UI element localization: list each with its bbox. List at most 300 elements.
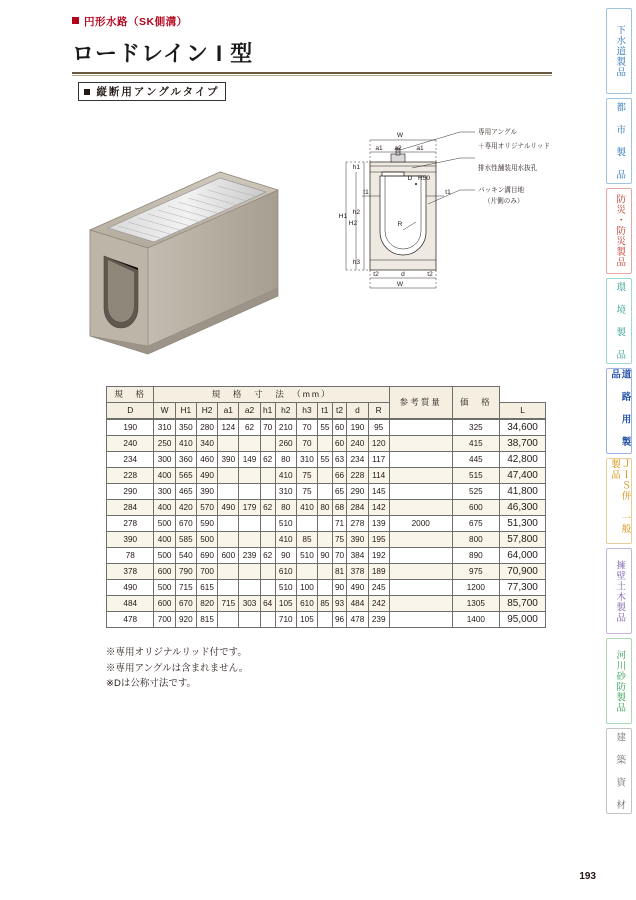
cell-h2: 310: [275, 484, 296, 500]
cell-t1: [318, 484, 333, 500]
cell-t2: 93: [332, 596, 347, 612]
cell-price: 64,000: [500, 548, 546, 564]
cell-H2: 390: [196, 484, 217, 500]
cell-mass: 1200: [452, 580, 499, 596]
cell-t1: [318, 612, 333, 628]
cell-W: 600: [154, 596, 175, 612]
cell-price: 34,600: [500, 420, 546, 436]
cell-price: 41,800: [500, 484, 546, 500]
col-header-t1: t1: [318, 403, 333, 419]
spec-table-body: [107, 420, 546, 628]
cell-t1: 55: [318, 420, 333, 436]
cell-R: 142: [368, 500, 389, 516]
notes-block: [106, 645, 248, 692]
cell-H1: 585: [175, 532, 196, 548]
cell-mass: 325: [452, 420, 499, 436]
table-group-header-row: [107, 387, 546, 403]
cell-h1: [260, 532, 275, 548]
cell-L: [389, 484, 452, 500]
cell-mass: 675: [452, 516, 499, 532]
cell-a2: [239, 532, 260, 548]
svg-text:＋専用オリジナルリッド: ＋専用オリジナルリッド: [478, 143, 550, 150]
cell-price: 77,300: [500, 580, 546, 596]
cell-W: 700: [154, 612, 175, 628]
cell-h2: 510: [275, 516, 296, 532]
subsection-label-text: 縦断用アングルタイプ: [96, 86, 220, 98]
cell-price: 70,900: [500, 564, 546, 580]
header-mass: [389, 387, 452, 419]
cell-t2: 66: [332, 468, 347, 484]
cell-h1: 64: [260, 596, 275, 612]
cell-W: 500: [154, 580, 175, 596]
col-header-R: R: [368, 403, 389, 419]
side-tab-urban[interactable]: [606, 98, 632, 184]
cell-mass: 445: [452, 452, 499, 468]
header-dimensions: 規 格 寸 法 （mm）: [154, 387, 389, 403]
cell-h3: 105: [296, 612, 317, 628]
cell-H2: 570: [196, 500, 217, 516]
cell-H2: 340: [196, 436, 217, 452]
cell-H1: 565: [175, 468, 196, 484]
cell-R: 192: [368, 548, 389, 564]
cell-a2: [239, 484, 260, 500]
svg-text:d: d: [401, 271, 405, 278]
cell-t1: [318, 468, 333, 484]
cell-t2: 96: [332, 612, 347, 628]
cell-W: 600: [154, 564, 175, 580]
cell-L: [389, 532, 452, 548]
cell-t1: [318, 532, 333, 548]
side-tab-retaining-wall[interactable]: [606, 548, 632, 634]
cell-W: 400: [154, 532, 175, 548]
cell-H2: 815: [196, 612, 217, 628]
cell-H1: 670: [175, 516, 196, 532]
col-header-h1: h1: [260, 403, 275, 419]
cell-D: 484: [107, 596, 154, 612]
cell-t2: 70: [332, 548, 347, 564]
cell-h3: 85: [296, 532, 317, 548]
cell-d: 490: [347, 580, 368, 596]
cell-a1: 124: [218, 420, 239, 436]
cell-d: 190: [347, 420, 368, 436]
cell-D: 378: [107, 564, 154, 580]
cell-H2: 615: [196, 580, 217, 596]
cell-a1: 715: [218, 596, 239, 612]
table-row: [107, 532, 546, 548]
cell-h2: 105: [275, 596, 296, 612]
cell-L: [389, 436, 452, 452]
cell-D: 284: [107, 500, 154, 516]
cell-t2: 60: [332, 420, 347, 436]
col-header-H2: H2: [196, 403, 217, 419]
cell-a1: [218, 484, 239, 500]
cell-d: 378: [347, 564, 368, 580]
table-row: [107, 612, 546, 628]
side-tab-label: 防災・防災製品: [614, 194, 626, 268]
cell-H1: 350: [175, 420, 196, 436]
col-header-h3: h3: [296, 403, 317, 419]
cell-price: 51,300: [500, 516, 546, 532]
svg-text:R50: R50: [417, 175, 431, 182]
cell-h2: 610: [275, 564, 296, 580]
product-figure: [60, 110, 560, 365]
side-tab-rail: [606, 8, 632, 814]
note-2: ※専用アングルは含まれません。: [106, 662, 249, 674]
cell-a2: [239, 516, 260, 532]
cell-price: 85,700: [500, 596, 546, 612]
cell-a1: [218, 468, 239, 484]
cell-h2: 410: [275, 532, 296, 548]
cell-a2: 149: [239, 452, 260, 468]
svg-text:t2: t2: [373, 271, 379, 278]
cell-R: 189: [368, 564, 389, 580]
cell-t2: 75: [332, 532, 347, 548]
cell-h2: 410: [275, 468, 296, 484]
cell-H1: 920: [175, 612, 196, 628]
cell-h2: 80: [275, 500, 296, 516]
cell-R: 195: [368, 532, 389, 548]
table-row: [107, 548, 546, 564]
cell-mass: 975: [452, 564, 499, 580]
cell-price: 42,800: [500, 452, 546, 468]
cell-a1: [218, 532, 239, 548]
svg-text:t1: t1: [445, 189, 451, 196]
col-header-W: W: [154, 403, 175, 419]
col-header-H1: H1: [175, 403, 196, 419]
cell-H2: 490: [196, 468, 217, 484]
cell-D: 228: [107, 468, 154, 484]
cell-a1: [218, 516, 239, 532]
cell-d: 484: [347, 596, 368, 612]
cell-h2: 710: [275, 612, 296, 628]
header-mass-label: 参考質量: [399, 397, 442, 407]
cell-H2: 590: [196, 516, 217, 532]
cell-d: 390: [347, 532, 368, 548]
cell-d: 234: [347, 452, 368, 468]
svg-text:t1: t1: [363, 189, 369, 196]
cell-a2: [239, 468, 260, 484]
table-row: [107, 596, 546, 612]
cell-mass: 1400: [452, 612, 499, 628]
cell-a1: [218, 612, 239, 628]
cell-d: 278: [347, 516, 368, 532]
cell-h1: [260, 436, 275, 452]
cell-D: 278: [107, 516, 154, 532]
cell-H2: 700: [196, 564, 217, 580]
cell-price: 57,800: [500, 532, 546, 548]
svg-text:a2: a2: [394, 145, 402, 152]
table-row: [107, 468, 546, 484]
header-rule-thin: [72, 75, 552, 76]
cell-H2: 500: [196, 532, 217, 548]
cell-price: 95,000: [500, 612, 546, 628]
svg-text:（片側のみ）: （片側のみ）: [484, 198, 524, 205]
cell-W: 500: [154, 548, 175, 564]
cell-a1: [218, 436, 239, 452]
cell-H1: 465: [175, 484, 196, 500]
cell-mass: 890: [452, 548, 499, 564]
cell-h1: 62: [260, 452, 275, 468]
cell-a2: 179: [239, 500, 260, 516]
cell-d: 478: [347, 612, 368, 628]
cell-a1: 390: [218, 452, 239, 468]
cell-R: 242: [368, 596, 389, 612]
header-price-label: 価 格: [459, 397, 492, 407]
side-tab-jis[interactable]: [606, 458, 632, 544]
cell-h1: 70: [260, 420, 275, 436]
cell-h3: 70: [296, 420, 317, 436]
col-header-L: L: [500, 403, 546, 419]
cell-h3: 75: [296, 484, 317, 500]
side-tab-sewer[interactable]: [606, 8, 632, 94]
col-header-t2: t2: [332, 403, 347, 419]
cell-t1: [318, 580, 333, 596]
cell-L: [389, 468, 452, 484]
table-row: [107, 564, 546, 580]
cell-a2: 239: [239, 548, 260, 564]
svg-text:H1: H1: [338, 213, 348, 220]
note-1: ※専用オリジナルリッド付です。: [106, 647, 247, 658]
cell-H1: 790: [175, 564, 196, 580]
cell-W: 300: [154, 484, 175, 500]
cross-section-view: [346, 132, 475, 288]
cell-L: [389, 580, 452, 596]
cell-R: 145: [368, 484, 389, 500]
cell-R: 95: [368, 420, 389, 436]
svg-text:パッキン溝目地: パッキン溝目地: [478, 187, 525, 194]
header-price: [452, 387, 499, 419]
side-tab-disaster[interactable]: [606, 188, 632, 274]
cell-R: 245: [368, 580, 389, 596]
cell-t1: [318, 516, 333, 532]
svg-text:D: D: [407, 175, 413, 182]
cell-H2: 690: [196, 548, 217, 564]
cell-t1: [318, 564, 333, 580]
cell-h1: [260, 516, 275, 532]
cell-L: [389, 612, 452, 628]
svg-text:h1: h1: [352, 164, 360, 171]
svg-text:専用アングル: 専用アングル: [478, 129, 517, 136]
cell-h1: [260, 612, 275, 628]
cell-H1: 360: [175, 452, 196, 468]
cell-h1: [260, 484, 275, 500]
svg-text:W: W: [396, 132, 404, 139]
cell-t1: 90: [318, 548, 333, 564]
cell-D: 390: [107, 532, 154, 548]
cell-D: 478: [107, 612, 154, 628]
cell-D: 190: [107, 420, 154, 436]
cell-t2: 60: [332, 436, 347, 452]
cell-W: 300: [154, 452, 175, 468]
spec-table: [106, 386, 546, 628]
cell-d: 240: [347, 436, 368, 452]
header-kikaku: 規 格: [107, 387, 154, 403]
side-tab-road[interactable]: [606, 368, 632, 454]
cell-L: [389, 420, 452, 436]
col-header-h2: h2: [275, 403, 296, 419]
cell-t2: 63: [332, 452, 347, 468]
cell-L: [389, 564, 452, 580]
table-row: [107, 580, 546, 596]
spec-table-container: [106, 386, 546, 628]
cell-h1: [260, 580, 275, 596]
cell-t2: 90: [332, 580, 347, 596]
cell-h3: 75: [296, 468, 317, 484]
cell-W: 400: [154, 468, 175, 484]
cell-W: 250: [154, 436, 175, 452]
side-tab-label: 環 境 製 品: [614, 282, 626, 360]
cell-mass: 600: [452, 500, 499, 516]
svg-text:a1: a1: [375, 145, 383, 152]
cell-t1: 85: [318, 596, 333, 612]
kicker-text: 円形水路（SK側溝）: [84, 16, 188, 28]
side-tab-label: 河川砂防製品: [614, 649, 626, 713]
cell-h3: [296, 564, 317, 580]
cell-h1: 62: [260, 548, 275, 564]
cell-t2: 71: [332, 516, 347, 532]
cell-h2: 510: [275, 580, 296, 596]
header-rule: [72, 72, 552, 74]
cell-h3: 70: [296, 436, 317, 452]
cell-H1: 420: [175, 500, 196, 516]
cell-h2: 80: [275, 452, 296, 468]
cell-L: [389, 500, 452, 516]
cell-d: 228: [347, 468, 368, 484]
cell-h2: 260: [275, 436, 296, 452]
page-number: 193: [579, 871, 596, 882]
cell-mass: 800: [452, 532, 499, 548]
cell-mass: 515: [452, 468, 499, 484]
col-header-a1: a1: [218, 403, 239, 419]
cell-W: 400: [154, 500, 175, 516]
svg-text:排水性舗装用水抜孔: 排水性舗装用水抜孔: [478, 165, 538, 172]
side-tab-river[interactable]: [606, 638, 632, 724]
cell-h2: 90: [275, 548, 296, 564]
page-title: ロードレイン I 型: [72, 41, 254, 66]
subsection-label: [78, 82, 226, 101]
cell-price: 38,700: [500, 436, 546, 452]
cell-mass: 525: [452, 484, 499, 500]
cell-H2: 460: [196, 452, 217, 468]
col-header-a2: a2: [239, 403, 260, 419]
cell-D: 290: [107, 484, 154, 500]
side-tab-label: 都 市 製 品: [614, 102, 626, 180]
cell-h1: 62: [260, 500, 275, 516]
cell-price: 46,300: [500, 500, 546, 516]
cell-a2: 62: [239, 420, 260, 436]
cell-h3: 100: [296, 580, 317, 596]
table-row: [107, 500, 546, 516]
cell-t1: 55: [318, 452, 333, 468]
figure-svg: [60, 110, 560, 365]
col-header-d: d: [347, 403, 368, 419]
cell-mass: 415: [452, 436, 499, 452]
cell-L: 2000: [389, 516, 452, 532]
table-row: [107, 516, 546, 532]
cell-t2: 68: [332, 500, 347, 516]
cell-a2: [239, 612, 260, 628]
svg-text:R: R: [397, 221, 403, 228]
cell-t2: 65: [332, 484, 347, 500]
cell-D: 240: [107, 436, 154, 452]
side-tab-building[interactable]: [606, 728, 632, 814]
table-row: [107, 420, 546, 436]
cell-a1: 490: [218, 500, 239, 516]
table-row: [107, 452, 546, 468]
cell-mass: 1305: [452, 596, 499, 612]
cell-d: 384: [347, 548, 368, 564]
side-tab-label: 擁壁土木製品: [614, 559, 626, 623]
cell-W: 310: [154, 420, 175, 436]
cell-a2: [239, 436, 260, 452]
cell-R: 114: [368, 468, 389, 484]
cell-h3: 610: [296, 596, 317, 612]
cell-h3: 510: [296, 548, 317, 564]
cell-h1: [260, 564, 275, 580]
cell-price: 47,400: [500, 468, 546, 484]
svg-text:a1: a1: [416, 145, 424, 152]
cell-h2: 210: [275, 420, 296, 436]
cell-R: 239: [368, 612, 389, 628]
cell-H1: 410: [175, 436, 196, 452]
side-tab-label: 建 築 資 材: [614, 732, 626, 810]
cell-L: [389, 596, 452, 612]
table-row: [107, 436, 546, 452]
page-header: [72, 14, 552, 68]
cell-d: 290: [347, 484, 368, 500]
cell-H1: 670: [175, 596, 196, 612]
cell-W: 500: [154, 516, 175, 532]
cell-R: 120: [368, 436, 389, 452]
cell-D: 234: [107, 452, 154, 468]
cell-t1: [318, 436, 333, 452]
cell-h1: [260, 468, 275, 484]
col-header-D: D: [107, 403, 154, 419]
cell-d: 284: [347, 500, 368, 516]
side-tab-environment[interactable]: [606, 278, 632, 364]
cell-D: 78: [107, 548, 154, 564]
cell-R: 117: [368, 452, 389, 468]
cell-L: [389, 452, 452, 468]
cell-a2: [239, 580, 260, 596]
note-3: ※Dは公称寸法です。: [106, 678, 197, 690]
cell-h3: 310: [296, 452, 317, 468]
svg-text:h3: h3: [352, 259, 360, 266]
cell-H1: 540: [175, 548, 196, 564]
table-row: [107, 484, 546, 500]
cell-t2: 81: [332, 564, 347, 580]
side-tab-label: 下水道製品: [614, 24, 626, 78]
kicker: [72, 14, 552, 29]
cell-h3: 410: [296, 500, 317, 516]
svg-text:t2: t2: [427, 271, 433, 278]
svg-text:h2: h2: [352, 209, 360, 216]
cell-a1: [218, 580, 239, 596]
kicker-square-icon: [72, 17, 79, 24]
cell-H1: 715: [175, 580, 196, 596]
bullet-square-icon: [84, 89, 90, 95]
svg-text:H2: H2: [348, 220, 358, 227]
cell-D: 490: [107, 580, 154, 596]
cell-a1: [218, 564, 239, 580]
cell-a2: 303: [239, 596, 260, 612]
cell-a1: 600: [218, 548, 239, 564]
cell-t1: 80: [318, 500, 333, 516]
spec-table-head: [107, 387, 546, 420]
cell-H2: 280: [196, 420, 217, 436]
svg-text:W: W: [396, 281, 404, 288]
side-tab-label: 道 路 用 製 品: [609, 369, 631, 447]
